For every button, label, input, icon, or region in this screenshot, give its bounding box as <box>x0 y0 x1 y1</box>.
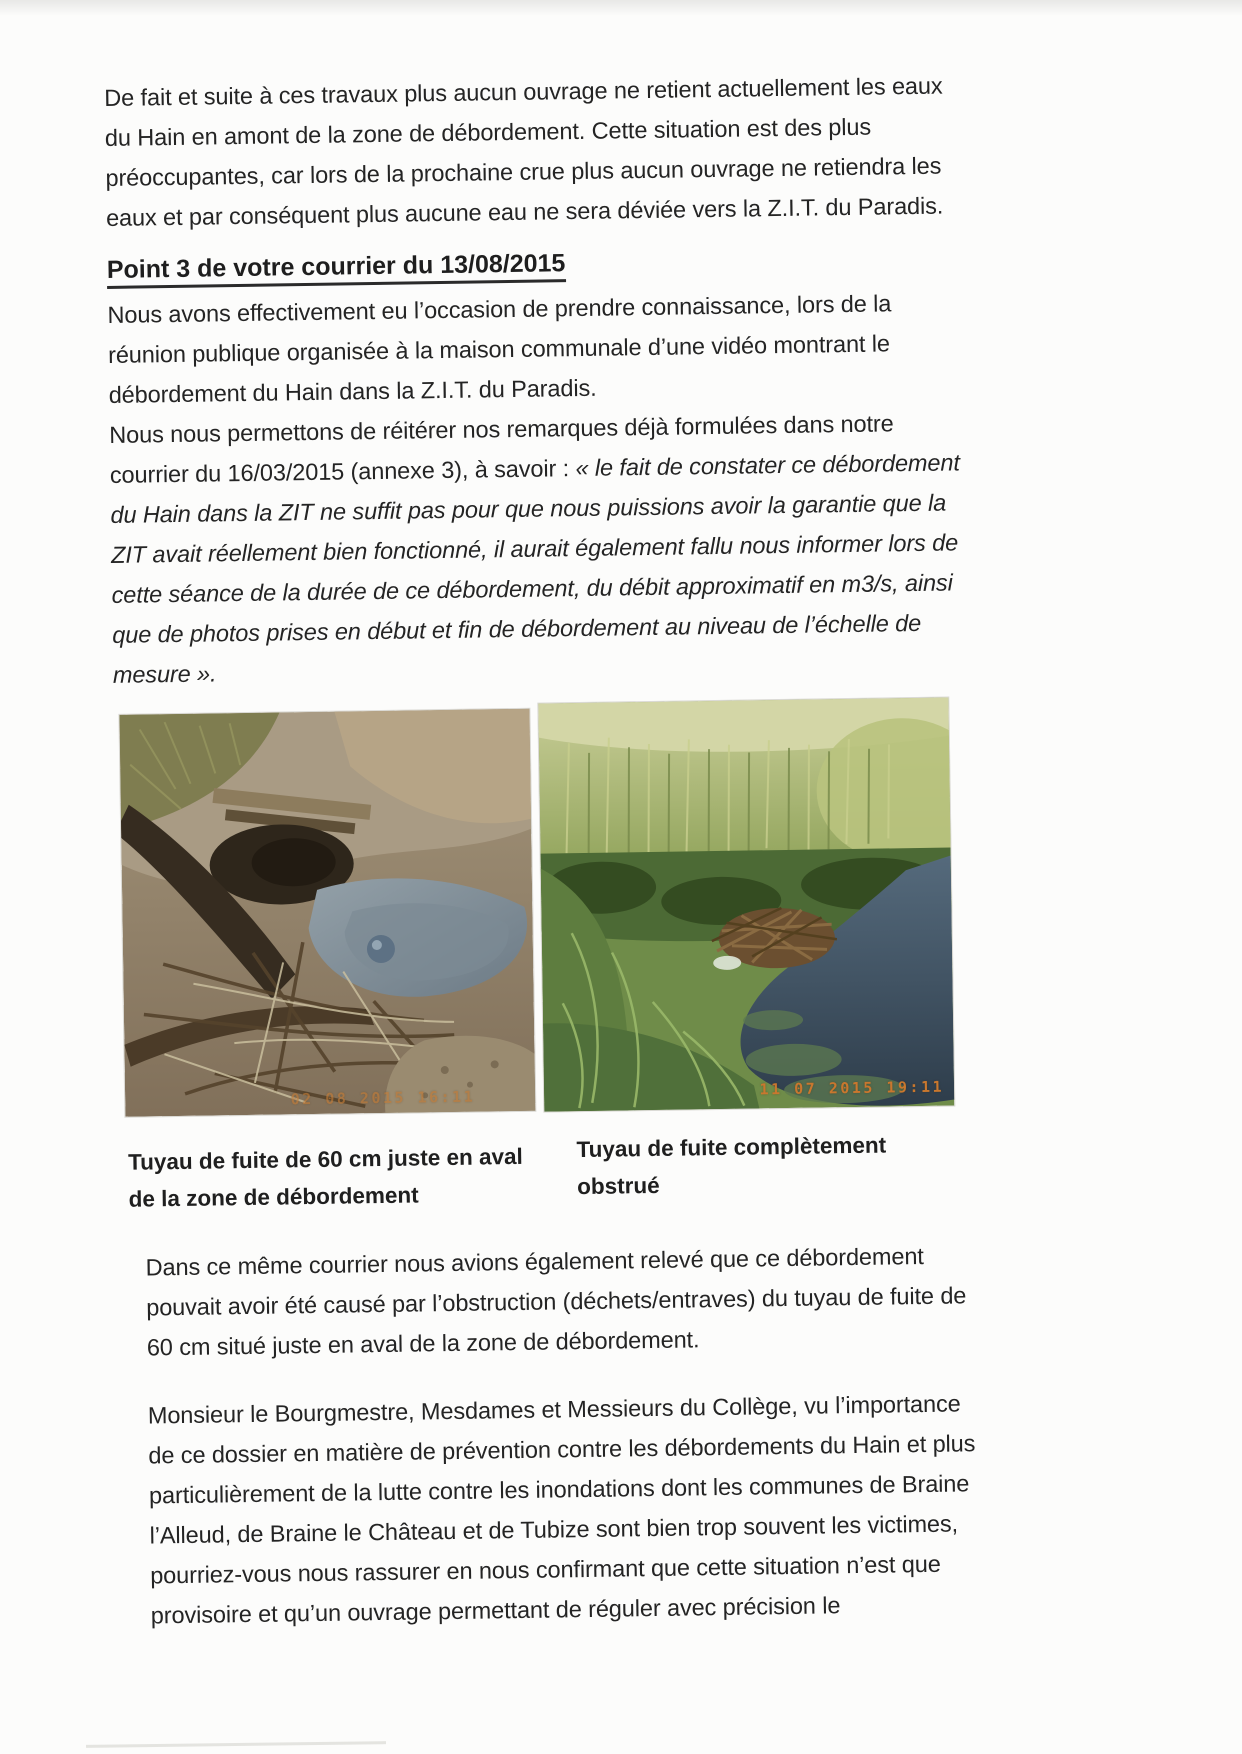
paragraph-connaissance <box>107 282 961 415</box>
letter-content <box>104 65 979 1635</box>
paragraph-final: Monsieur le Bourgmestre, Mesdames et Messieurs du Collège, vu l’importance de ce dossier en matière de prévention contre les débordements du Hain et plus particulièrement de la lutte contre les inondations dont les communes de Braine l’Alleud, de Braine le Château et de Tubize sont bien trop souvent les victimes, pourriez-vous nous rassurer en nous confirmant que cette situation n’est que provisoire et qu’un ouvrage permettant de réguler avec précision le <box>147 1390 976 1629</box>
blocked-stream-photo-illustration <box>538 698 954 1112</box>
photos-row <box>119 702 971 1118</box>
caption-line: de la zone de débordement <box>128 1182 419 1212</box>
photo-captions <box>128 1131 973 1218</box>
paragraph-connaissance-text: Nous avons effectivement eu l’occasion de prendre connaissance, lors de la réunion publique organisée à la maison communale d’une vidéo montrant le débordement du Hain dans la Z.I.T. du Paradis. <box>107 290 892 408</box>
caption-line: Tuyau de fuite de 60 cm juste en aval <box>127 1143 523 1175</box>
photo-timestamp: 02 08 2015 16:11 <box>290 1087 476 1109</box>
scan-artifact-line <box>86 1741 386 1748</box>
paragraph-remarques-quote: « le fait de constater ce débordement du Hain dans la ZIT ne suffit pas pour que nous puissions avoir la garantie que la ZIT avait réellement bien fonctionné, il aurait également fallu nous informer lors de cette séance de la durée de ce débordement, du débit approximatif en m3/s, ainsi que de photos prises en début et fin de débordement au niveau de l’échelle de mesure ». <box>110 449 960 688</box>
intro-paragraph: De fait et suite à ces travaux plus aucun ouvrage ne retient actuellement les eaux du Hain en amont de la zone de débordement. Cette situation est des plus préoccupantes, car lors de la prochaine crue plus aucun ouvrage ne retiendra les eaux et par conséquent plus aucune eau ne sera déviée vers la Z.I.T. du Paradis. <box>104 72 944 231</box>
caption-line: Tuyau de fuite complètement obstrué <box>576 1132 887 1200</box>
photo-tuyau-fuite-aval <box>119 709 535 1117</box>
section-heading-point3: Point 3 de votre courrier du 13/08/2015 <box>107 249 566 289</box>
paragraph-remarques-intro: Nous nous permettons de réitérer nos remarques déjà formulées dans notre courrier du 16/03/2015 (annexe 3), à savoir : <box>109 410 894 488</box>
scan-edge-shadow <box>0 0 1242 16</box>
caption-tuyau-aval <box>128 1137 578 1218</box>
paragraph-courrier: Dans ce même courrier nous avions également relevé que ce débordement pouvait avoir été causé par l’obstruction (déchets/entraves) du tuyau de fuite de 60 cm situé juste en aval de la zone de débordement. <box>145 1242 967 1361</box>
photo-timestamp: 11 07 2015 19:11 <box>759 1077 945 1099</box>
paragraph-remarques <box>109 402 965 695</box>
photo-tuyau-obstrue <box>538 698 954 1112</box>
streambed-branches-photo-illustration <box>119 709 535 1117</box>
caption-tuyau-obstrue <box>576 1125 973 1211</box>
